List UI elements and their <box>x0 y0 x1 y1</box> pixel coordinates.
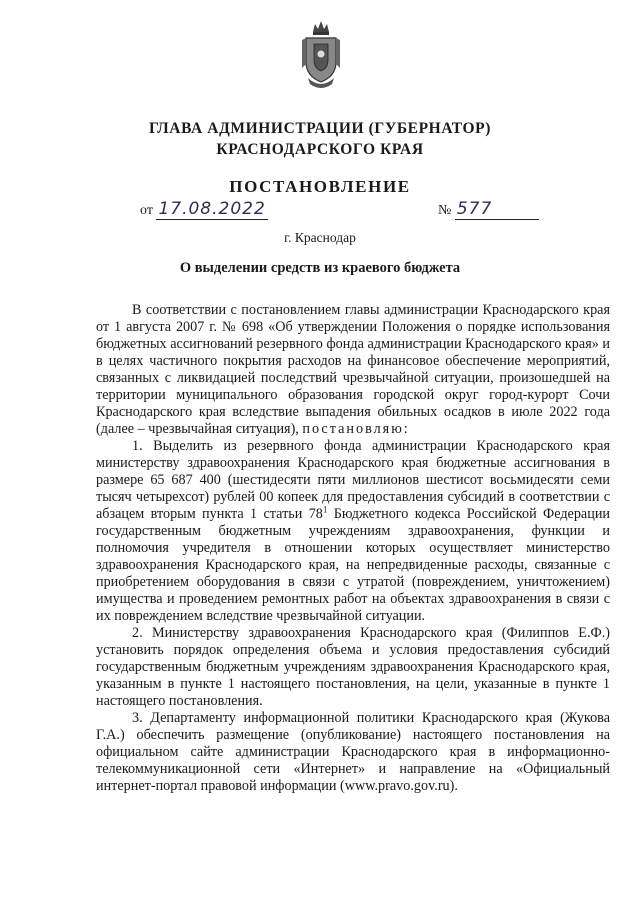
header-line-2: КРАСНОДАРСКОГО КРАЯ <box>216 141 424 158</box>
number-prefix: № <box>438 203 452 218</box>
date-prefix: от <box>140 203 153 218</box>
paragraph-1-text: 1. Выделить из резервного фонда администрации Краснодарского края министерству здравоохранения Краснодарского края бюджетные ассигнования в размере 65 687 400 (шестидесяти пяти миллионов шестисот восьмидесяти семи тысяч четырехсот) рублей 00 копеек для предоставления субсидий в соответствии с абзацем вторым пункта 1 статьи 78 <box>96 438 610 522</box>
paragraph-2: 2. Министерству здравоохранения Краснодарского края (Филиппов Е.Ф.) установить порядок определения объема и условия предоставления субсидий государственным бюджетным учреждениям здравоохранения Краснодарского края, указанным в пункте 1 настоящего постановления, на цели, указанные в пункте 1 настоящего постановления. <box>96 625 610 709</box>
paragraph-1 <box>96 438 610 625</box>
document-subject: О выделении средств из краевого бюджета <box>179 260 461 276</box>
header-line-1: ГЛАВА АДМИНИСТРАЦИИ (ГУБЕРНАТОР) <box>149 120 491 137</box>
paragraph-1-text-cont: Бюджетного кодекса Российской Федерации государственным бюджетным учреждениям здравоохранения, функции и полномочия учредителя в отношении которых осуществляет министерство здравоохранения Краснодарского края, на непредвиденные расходы, связанные с приобретением оборудования в связи с утратой (повреждением, уничтожением) имущества и проведением ремонтных работ на объектах здравоохранения в связи с их повреждением вследствие чрезвычайной ситуации. <box>96 506 611 624</box>
number-line <box>438 201 539 220</box>
date-line <box>140 201 268 220</box>
paragraph-preamble <box>96 302 610 438</box>
document-body <box>96 302 610 795</box>
coat-of-arms-icon <box>298 18 344 94</box>
document-type-title: ПОСТАНОВЛЕНИЕ <box>229 177 411 196</box>
article-superscript: 1 <box>322 504 328 515</box>
number-value: 577 <box>456 199 493 219</box>
decree-word: постановляю: <box>302 421 410 437</box>
city: г. Краснодар <box>284 230 356 245</box>
date-value: 17.08.2022 <box>158 199 266 219</box>
preamble-text: В соответствии с постановлением главы администрации Краснодарского края от 1 августа 2007 г. № 698 «Об утверждении Положения о порядке использования бюджетных ассигнований резервного фонда администрации Краснодарского края» и в целях частичного покрытия расходов на финансовое обеспечение мероприятий, связанных с ликвидацией последствий чрезвычайной ситуации, произошедшей на территории муниципального образования городской округ город-курорт Сочи Краснодарского края вследствие выпадения обильных осадков в июле 2022 года (далее – чрезвычайная ситуация), <box>96 302 610 437</box>
paragraph-3: 3. Департаменту информационной политики Краснодарского края (Жукова Г.А.) обеспечить размещение (опубликование) настоящего постановления на официальном сайте администрации Краснодарского края в информационно-телекоммуникационной сети «Интернет» и направление на «Официальный интернет-портал правовой информации (www.pravo.gov.ru). <box>96 710 610 794</box>
